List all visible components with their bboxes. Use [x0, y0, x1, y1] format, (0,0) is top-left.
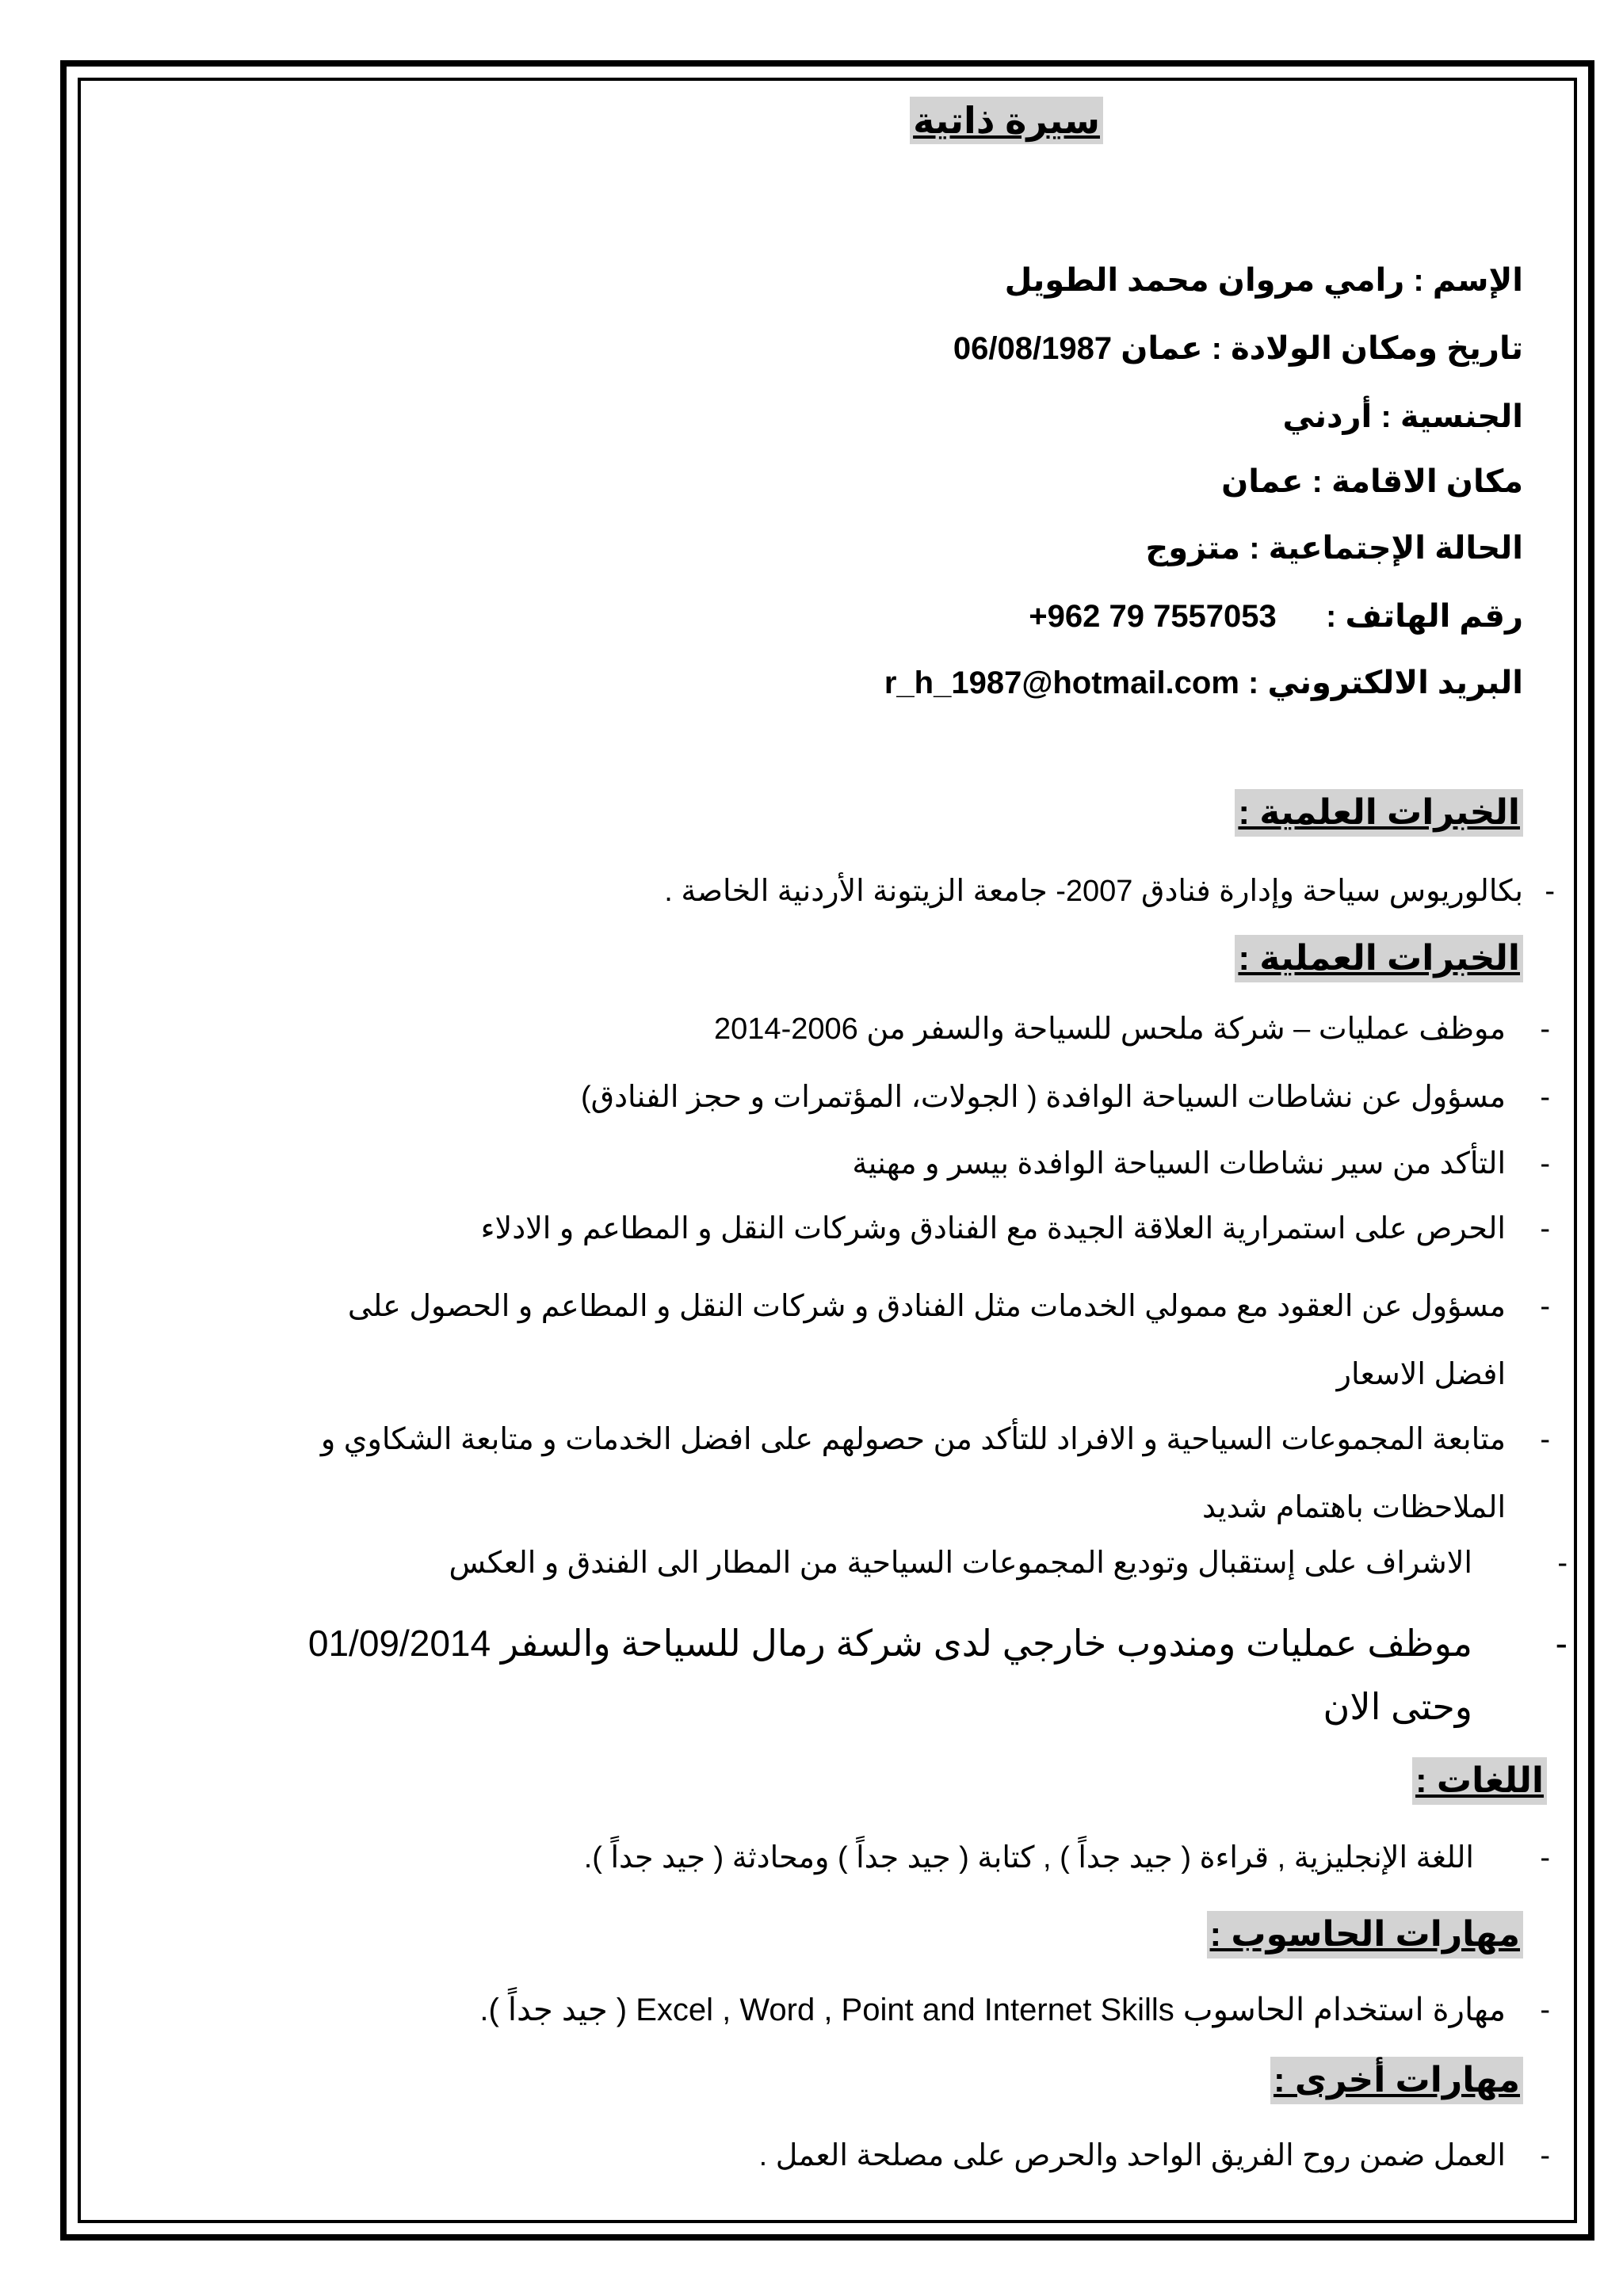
bullet-dash: - [1540, 1841, 1550, 1875]
email-line [884, 661, 1523, 705]
phone-value: +962 79 7557053 [1029, 599, 1277, 634]
bullet-dash: - [1540, 1081, 1550, 1114]
phone-line [1029, 594, 1523, 639]
bullet-dash: - [1555, 1623, 1568, 1664]
other-skills-heading: مهارات أخرى : [1270, 2057, 1523, 2104]
practical-item: - موظف عمليات ومندوب خارجي لدى شركة رمال للسياحة والسفر 01/09/2014 وحتى الان [284, 1611, 1472, 1738]
name-line: الإسم : رامي مروان محمد الطويل [1004, 263, 1523, 298]
marital-line: الحالة الإجتماعية : متزوج [1145, 531, 1523, 566]
languages-heading: اللغات : [1412, 1757, 1547, 1805]
academic-heading: الخبرات العلمية : [1235, 789, 1523, 837]
practical-item: - الحرص على استمرارية العلاقة الجيدة مع الفنادق وشركات النقل و المطاعم و الادلاء [317, 1207, 1506, 1250]
practical-item: - الاشراف على إستقبال وتوديع المجموعات السياحية من المطار الى الفندق و العكس [284, 1542, 1472, 1585]
practical-heading: الخبرات العملية : [1235, 935, 1523, 982]
phone-label: رقم الهاتف : [1326, 599, 1523, 634]
practical-item: - التأكد من سير نشاطات السياحة الوافدة بيسر و مهنية [317, 1142, 1506, 1185]
bullet-dash: - [1540, 1290, 1550, 1323]
languages-item: - اللغة الإنجليزية , قراءة ( جيد جداً ) , كتابة ( جيد جداً ) ومحادثة ( جيد جداً ). [285, 1836, 1474, 1879]
page-title: سيرة ذاتية [910, 97, 1103, 144]
bullet-dash: - [1545, 875, 1555, 908]
birth-line: تاريخ ومكان الولادة : عمان 06/08/1987 [953, 331, 1523, 366]
bullet-dash: - [1540, 1147, 1550, 1180]
computer-skills-heading: مهارات الحاسوب : [1207, 1911, 1523, 1958]
practical-item: - موظف عمليات – شركة ملحس للسياحة والسفر من 2006-2014 [317, 1008, 1506, 1051]
computer-skills-item: - مهارة استخدام الحاسوب Excel , Word , Point and Internet Skills ( جيد جداً ). [317, 1989, 1506, 2031]
other-skills-item: - العمل ضمن روح الفريق الواحد والحرص على مصلحة العمل . [317, 2134, 1506, 2177]
practical-item: - مسؤول عن العقود مع ممولي الخدمات مثل الفنادق و شركات النقل و المطاعم و الحصول على افضل الاسعار [301, 1272, 1506, 1409]
email-label: البريد الالكتروني : [1248, 666, 1523, 700]
bullet-dash: - [1557, 1547, 1568, 1580]
bullet-dash: - [1540, 1993, 1550, 2027]
bullet-dash: - [1540, 2139, 1550, 2172]
practical-item: - متابعة المجموعات السياحية و الافراد للتأكد من حصولهم على افضل الخدمات و متابعة الشكاوي و الملاحظات باهتمام شديد [301, 1405, 1506, 1542]
residence-line: مكان الاقامة : عمان [1221, 464, 1523, 499]
academic-item: - بكالوريوس سياحة وإدارة فنادق 2007- جامعة الزيتونة الأردنية الخاصة . [414, 870, 1523, 913]
practical-item: - مسؤول عن نشاطات السياحة الوافدة ( الجولات، المؤتمرات و حجز الفنادق) [317, 1076, 1506, 1119]
bullet-dash: - [1540, 1212, 1550, 1245]
bullet-dash: - [1540, 1013, 1550, 1046]
nationality-line: الجنسية : أردني [1282, 399, 1523, 434]
email-value: r_h_1987@hotmail.com [884, 666, 1239, 700]
bullet-dash: - [1540, 1423, 1550, 1456]
